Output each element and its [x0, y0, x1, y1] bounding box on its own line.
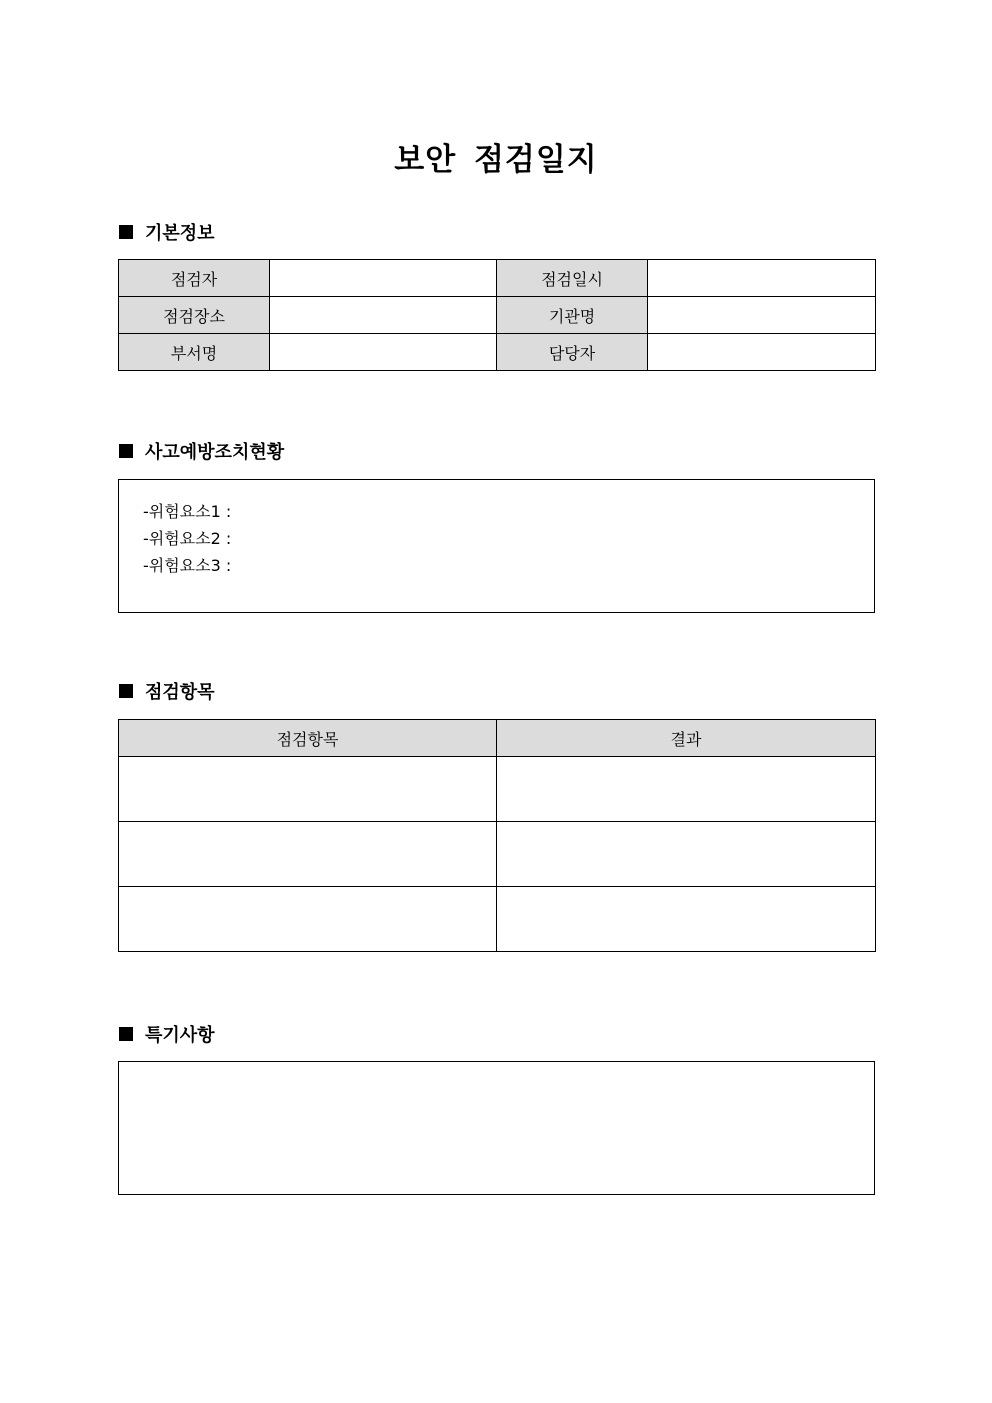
section-heading-prevention — [119, 441, 284, 465]
risk-item-1: -위험요소1 : — [143, 502, 232, 521]
table-row — [119, 757, 876, 822]
square-bullet-icon — [119, 225, 133, 239]
item-cell[interactable] — [119, 757, 497, 822]
square-bullet-icon — [119, 684, 133, 698]
organization-name-label: 기관명 — [497, 297, 648, 334]
inspection-items-table — [118, 719, 876, 952]
section-heading-inspection-items — [119, 681, 215, 705]
item-cell[interactable] — [119, 887, 497, 952]
risk-item-3: -위험요소3 : — [143, 556, 232, 575]
result-cell[interactable] — [497, 822, 876, 887]
section-heading-remarks — [119, 1024, 215, 1048]
table-row — [119, 334, 876, 371]
table-header-row — [119, 720, 876, 757]
inspection-location-label: 점검장소 — [119, 297, 270, 334]
table-row — [119, 822, 876, 887]
department-label: 부서명 — [119, 334, 270, 371]
inspection-location-field[interactable] — [270, 297, 497, 334]
inspection-datetime-label: 점검일시 — [497, 260, 648, 297]
section-heading-basic-info — [119, 222, 215, 246]
basic-info-table — [118, 259, 876, 371]
inspection-datetime-field[interactable] — [648, 260, 876, 297]
item-cell[interactable] — [119, 822, 497, 887]
page-title: 보안 점검일지 — [394, 142, 598, 178]
column-header-result: 결과 — [497, 720, 876, 757]
section-title: 특기사항 — [145, 1025, 215, 1046]
table-row — [119, 260, 876, 297]
person-in-charge-label: 담당자 — [497, 334, 648, 371]
organization-name-field[interactable] — [648, 297, 876, 334]
inspector-label: 점검자 — [119, 260, 270, 297]
column-header-item: 점검항목 — [119, 720, 497, 757]
result-cell[interactable] — [497, 887, 876, 952]
person-in-charge-field[interactable] — [648, 334, 876, 371]
risk-list — [119, 480, 874, 579]
risk-item-2: -위험요소2 : — [143, 529, 232, 548]
table-row — [119, 297, 876, 334]
square-bullet-icon — [119, 444, 133, 458]
department-field[interactable] — [270, 334, 497, 371]
table-row — [119, 887, 876, 952]
section-title: 사고예방조치현황 — [145, 442, 285, 463]
prevention-box[interactable] — [118, 479, 875, 613]
inspector-field[interactable] — [270, 260, 497, 297]
result-cell[interactable] — [497, 757, 876, 822]
remarks-box[interactable] — [118, 1061, 875, 1195]
section-title: 기본정보 — [145, 223, 215, 244]
section-title: 점검항목 — [145, 682, 215, 703]
square-bullet-icon — [119, 1027, 133, 1041]
